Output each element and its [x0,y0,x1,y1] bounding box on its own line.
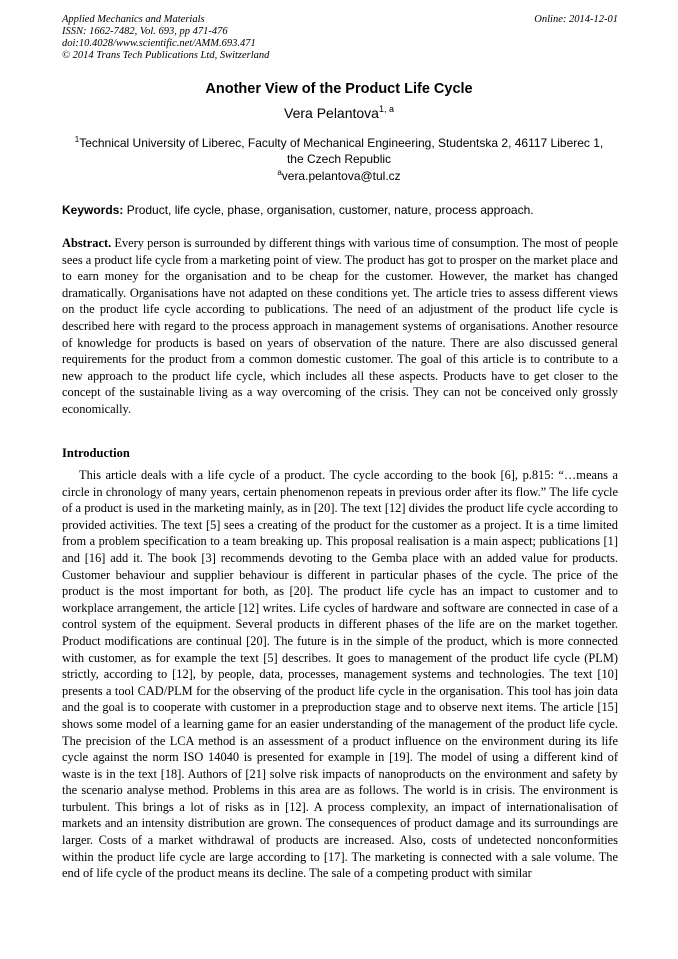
introduction-body [62,467,618,882]
affiliation [66,132,612,167]
keywords-text: Product, life cycle, phase, organisation, customer, nature, process approach. [126,203,534,217]
online-date: Online: 2014-12-01 [534,14,618,25]
email-text: vera.pelantova@tul.cz [281,169,401,183]
affiliation-superscript: 1 [74,135,80,144]
keywords-line [62,203,618,217]
issn-line: ISSN: 1662-7482, Vol. 693, pp 471-476 [62,26,228,37]
author-name: Vera Pelantova [284,105,379,121]
abstract-paragraph [62,235,618,418]
doi-line: doi:10.4028/www.scientific.net/AMM.693.471 [62,38,256,49]
section-heading-introduction: Introduction [62,446,130,460]
journal-name: Applied Mechanics and Materials [62,14,205,25]
author-line [0,104,678,121]
author-email [0,168,678,183]
paper-title: Another View of the Product Life Cycle [205,81,473,97]
journal-header [62,14,618,62]
author-superscript: 1, a [378,104,394,114]
abstract-text: Every person is surrounded by different things with various time of consumption. The most of people sees a product life cycle from a marketing point of view. The product has got to prosper on the market place and to earn money for the organisation and to be cheap for the customer. However, the market has changed dramatically. Organisations have not adapted on these conditions yet. The article tries to assess different views on the product life cycle according to publications. The need of an adjustment of the product life cycle is described here with regard to the process approach in management systems of organisations. Another resource of knowledge for products is based on years of observation of the nature. There are also discussed general requirements for the product from a common domestic customer. The goal of this article is to contribute to a new approach to the product life cycle, which includes all these aspects. Products have to get closer to the concept of the sustainable living as a way overcoming of the crisis. They can not be conceived only grossly economically. [62,236,618,416]
copyright-line: © 2014 Trans Tech Publications Ltd, Switzerland [62,50,270,61]
introduction-paragraph: This article deals with a life cycle of a product. The cycle according to the book [6], p.815: “…means a circle in chronology of many years, certain phenomenon repeats in previous order after its flow.” The life cycle of a product is used in the marketing mainly, as in [20]. The text [12] divides the product life cycle according to provided activities. The text [5] sees a creating of the product for the customer as a project. It is a time limited from a problem specification to a team breaking up. This proposal realisation is a main aspect; publications [1] and [16] add it. The book [3] recommends devoting to the Gemba place with an added value for products. Customer behaviour and supplier behaviour is different in particular phases of the cycle. The price of the product is the most important for both, as [20]. The product life cycle has an impact to customer and to workplace arrangement, the article [12] writes. Life cycles of hardware and software are connected in case of a control system of the equipment. Several products in different phases of the life are on the market together. Product modifications are continual [20]. The future is in the simple of the product, which is more connected with customer, as for example the text [5] describes. It goes to management of the product life cycle (PLM) strictly, according to [12], by people, data, processes, management systems and technologies. The text [10] presents a tool CAD/PLM for the observing of the product life cycle in the organisation. This tool has join data and the goal is to cooperate with customer in a preproduction stage and to observe next items. The article [15] shows some model of a learning game for an easier understanding of the management of the product life cycle. The precision of the LCA method is an assessment of a product influence on the environment during its life cycle against the norm ISO 14040 is presented for example in [19]. The model of using a different kind of waste is in the text [18]. Authors of [21] solve risk impacts of nanoproducts on the environment and safety by the scenario analyse method. Problems in this area are as follows. The world is in crisis. The environment is turbulent. This brings a lot of risks as in [12]. A process complexity, an impact of internationalisation of markets and an intensity distribution are grown. The consequences of product damage and its surroundings are larger. Costs of a market withdrawal of products are increased. Also, costs of undetected nonconformities within the product life cycle are large according to [17]. The marketing is connected with a sale volume. The end of life cycle of the product means its decline. The sale of a competing product with similar [62,468,618,881]
abstract-label: Abstract. [62,236,112,250]
affiliation-text: Technical University of Liberec, Faculty of Mechanical Engineering, Studentska 2, 46117 Liberec 1, the Czech Republic [79,136,604,166]
email-superscript: a [277,168,282,177]
keywords-label: Keywords: [62,203,124,217]
